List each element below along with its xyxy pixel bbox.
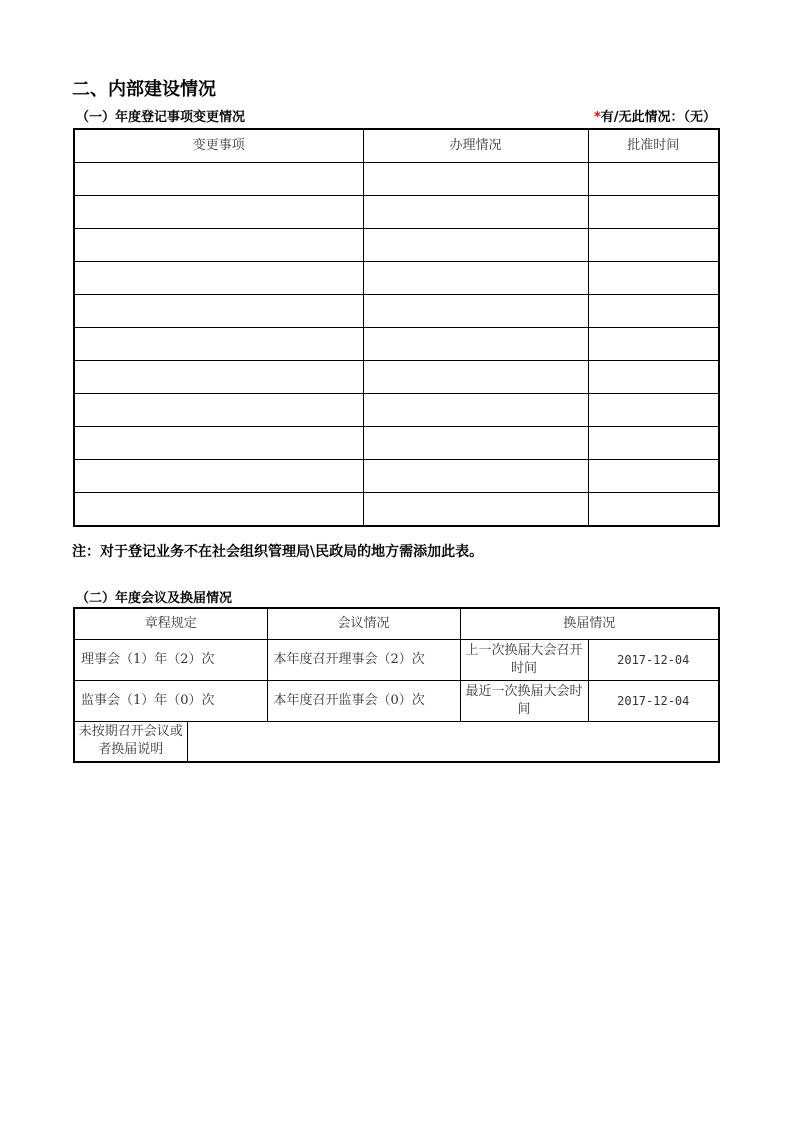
status-label: 有/无此情况：（无） xyxy=(600,110,716,125)
table-cell[interactable] xyxy=(588,196,719,229)
change-table xyxy=(73,128,720,527)
table-row xyxy=(74,328,719,361)
table-row xyxy=(74,721,719,762)
table-cell[interactable] xyxy=(588,328,719,361)
last-change-date: 2017-12-04 xyxy=(588,639,719,680)
table-cell[interactable] xyxy=(363,460,588,493)
table-cell[interactable] xyxy=(74,361,363,394)
column-header: 会议情况 xyxy=(267,608,460,639)
required-asterisk: * xyxy=(593,110,601,125)
table-cell[interactable] xyxy=(588,361,719,394)
table-cell[interactable] xyxy=(74,163,363,196)
table-row xyxy=(74,295,719,328)
table-row xyxy=(74,493,719,527)
table-cell[interactable] xyxy=(588,493,719,527)
explanation-label: 未按期召开会议或者换届说明 xyxy=(74,721,187,762)
table-cell[interactable] xyxy=(363,394,588,427)
table-cell[interactable] xyxy=(74,229,363,262)
table-row xyxy=(74,680,719,721)
table-cell[interactable] xyxy=(363,328,588,361)
table-cell[interactable] xyxy=(588,460,719,493)
column-header: 办理情况 xyxy=(363,129,588,163)
table-row xyxy=(74,163,719,196)
column-header: 变更事项 xyxy=(74,129,363,163)
table-row xyxy=(74,394,719,427)
status-indicator xyxy=(594,109,716,127)
meeting-section-heading: （二）年度会议及换届情况 xyxy=(76,591,233,606)
table-cell[interactable] xyxy=(363,361,588,394)
supervisor-meeting-cell: 本年度召开监事会（0）次 xyxy=(267,680,460,721)
table-header-row xyxy=(74,608,719,639)
table-cell[interactable] xyxy=(363,229,588,262)
table-cell[interactable] xyxy=(363,493,588,527)
section-title: 二、内部建设情况 xyxy=(72,79,216,100)
table-cell[interactable] xyxy=(74,394,363,427)
table-cell[interactable] xyxy=(74,196,363,229)
table-cell[interactable] xyxy=(363,262,588,295)
table-cell[interactable] xyxy=(74,328,363,361)
table-cell[interactable] xyxy=(588,295,719,328)
column-header: 批准时间 xyxy=(588,129,719,163)
table-cell[interactable] xyxy=(588,427,719,460)
table-cell[interactable] xyxy=(588,262,719,295)
table-cell[interactable] xyxy=(363,295,588,328)
note-text: 注：对于登记业务不在社会组织管理局\民政局的地方需添加此表。 xyxy=(72,544,484,560)
table-cell[interactable] xyxy=(588,229,719,262)
recent-change-label: 最近一次换届大会时间 xyxy=(460,680,588,721)
meeting-table xyxy=(73,607,720,763)
table-row xyxy=(74,639,719,680)
table-cell[interactable] xyxy=(363,427,588,460)
table-cell[interactable] xyxy=(363,196,588,229)
table-row xyxy=(74,361,719,394)
council-rule-cell: 理事会（1）年（2）次 xyxy=(74,639,267,680)
table-cell[interactable] xyxy=(74,493,363,527)
explanation-field[interactable] xyxy=(187,721,719,762)
council-meeting-cell: 本年度召开理事会（2）次 xyxy=(267,639,460,680)
table-cell[interactable] xyxy=(74,427,363,460)
last-change-label: 上一次换届大会召开时间 xyxy=(460,639,588,680)
table-row xyxy=(74,196,719,229)
table-row xyxy=(74,460,719,493)
column-header: 换届情况 xyxy=(460,608,719,639)
table-cell[interactable] xyxy=(74,262,363,295)
table-row xyxy=(74,262,719,295)
column-header: 章程规定 xyxy=(74,608,267,639)
table-cell[interactable] xyxy=(588,163,719,196)
table-row xyxy=(74,229,719,262)
table-cell[interactable] xyxy=(74,460,363,493)
change-section-heading: （一）年度登记事项变更情况 xyxy=(76,110,246,125)
table-cell[interactable] xyxy=(588,394,719,427)
recent-change-date: 2017-12-04 xyxy=(588,680,719,721)
table-header-row xyxy=(74,129,719,163)
table-row xyxy=(74,427,719,460)
table-cell[interactable] xyxy=(363,163,588,196)
table-cell[interactable] xyxy=(74,295,363,328)
supervisor-rule-cell: 监事会（1）年（0）次 xyxy=(74,680,267,721)
